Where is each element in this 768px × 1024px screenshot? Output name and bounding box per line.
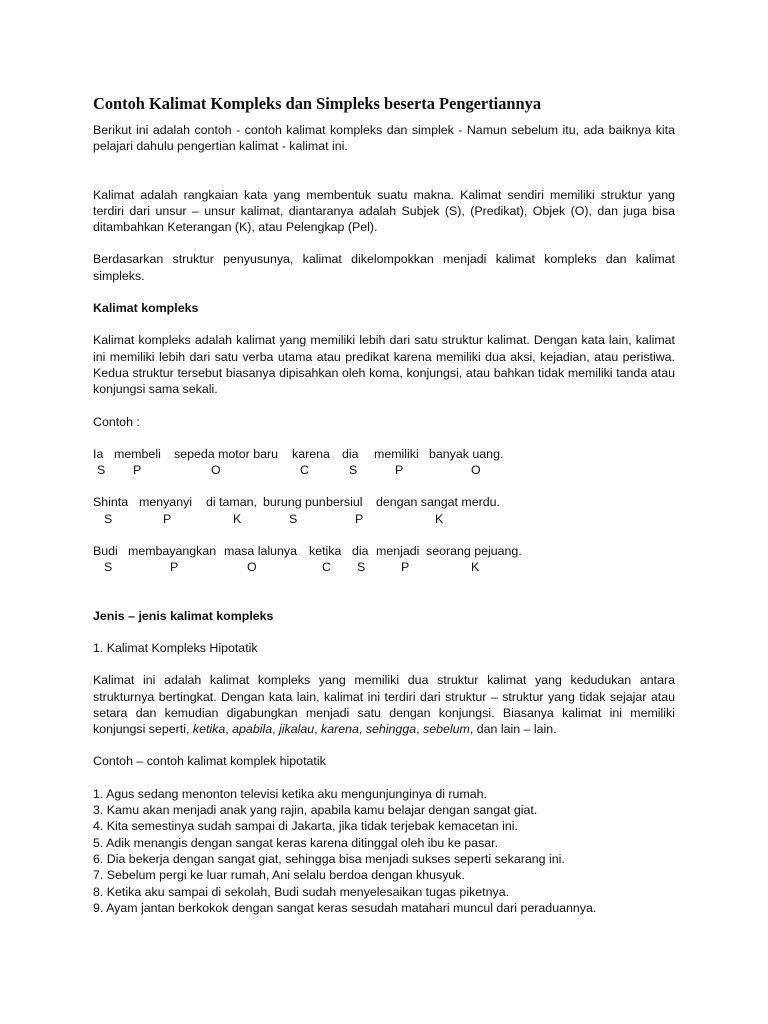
intro-paragraph: Berikut ini adalah contoh - contoh kalimat kompleks dan simplek - Namun sebelum itu, ada baiknya kita pelajari dahulu pengertian kalimat - kalimat ini. [93,123,675,154]
hipotatik-heading: 1. Kalimat Kompleks Hipotatik [93,640,258,655]
example-tag: P [401,560,410,575]
kompleks-definition: Kalimat kompleks adalah kalimat yang memiliki lebih dari satu struktur kalimat. Dengan kata lain, kalimat ini memiliki lebih dari satu verba utama atau predikat karena memiliki dua aksi, kejadian, atau peristiwa. Kedua struktur tersebut biasanya dipisahkan oleh koma, konjungsi, atau bahkan tidak memiliki tanda atau konjungsi sama sekali. [93,333,675,397]
contoh-label: Contoh : [93,414,140,429]
list-item: 3. Kamu akan menjadi anak yang rajin, apabila kamu belajar dengan sangat giat. [93,803,538,818]
example-tag: K [435,511,444,526]
conjunction-term: karena [321,722,359,737]
example-tag: S [289,511,298,526]
example-word: karena [292,446,330,461]
example-tag: C [322,560,331,575]
example-words-row [93,446,675,462]
kompleks-heading: Kalimat kompleks [93,301,199,316]
example-tag: O [247,560,257,575]
hipotatik-def-end: , dan lain – lain. [469,722,557,737]
example-tag: P [163,511,172,526]
example-word: Shinta [93,495,129,510]
example-3 [93,543,675,576]
definition-paragraph: Kalimat adalah rangkaian kata yang membentuk suatu makna. Kalimat sendiri memiliki struktur yang terdiri dari unsur – unsur kalimat, diantaranya adalah Subjek (S), (Predikat), Objek (O), dan juga bisa ditambahkan Keterangan (K), atau Pelengkap (Pel). [93,187,675,235]
conjunction-term: sehingga [365,722,417,737]
example-tag: K [471,560,480,575]
example-word: Budi [93,544,118,559]
example-words-row [93,543,675,559]
example-tag: O [471,463,481,478]
example-tag: S [104,560,113,575]
example-tag: P [395,463,404,478]
document-title: Contoh Kalimat Kompleks dan Simpleks beserta Pengertiannya [93,94,542,113]
example-tag: P [133,463,142,478]
example-word: sepeda motor baru [174,446,279,461]
list-item: 8. Ketika aku sampai di sekolah, Budi sudah menyelesaikan tugas piketnya. [93,884,510,899]
example-tag: S [349,463,358,478]
list-item: 1. Agus sedang menonton televisi ketika aku mengunjunginya di rumah. [93,786,487,801]
example-1 [93,446,675,479]
example-tag: C [300,463,309,478]
example-tag: O [211,463,221,478]
example-word: membayangkan [128,544,217,559]
document-page [93,94,675,916]
list-item: 7. Sebelum pergi ke luar rumah, Ani selalu berdoa dengan khusyuk. [93,868,465,883]
conjunction-term: ketika [192,722,226,737]
example-word: Ia [93,446,104,461]
hipotatik-examples-list [93,786,675,916]
example-word: burung pun [263,495,326,510]
hipotatik-def-start: Kalimat ini adalah kalimat kompleks yang memiliki dua struktur kalimat yang kedudukan antara strukturnya bertingkat. Dengan kata lain, kalimat ini terdiri dari struktur – struktur yang tidak sejajar atau setara dan kemudian digabungkan menjadi satu dengan konjungsi. Biasanya kalimat ini memiliki konjungsi seperti, [93,673,675,737]
list-item: 9. Ayam jantan berkokok dengan sangat keras sesudah matahari muncul dari peraduannya. [93,900,597,915]
hipotatik-examples-label: Contoh – contoh kalimat komplek hipotatik [93,754,326,769]
example-word: menjadi [376,544,420,559]
example-word: memiliki [374,446,419,461]
example-word: seorang pejuang. [426,544,522,559]
example-word: membeli [114,446,161,461]
example-word: ketika [309,544,342,559]
jenis-heading: Jenis – jenis kalimat kompleks [93,608,274,623]
example-tag: S [104,511,113,526]
example-tag: S [357,560,366,575]
example-tags-row [93,462,675,478]
example-tag: P [170,560,179,575]
list-item: 5. Adik menangis dengan sangat keras karena ditinggal oleh ibu ke pasar. [93,835,499,850]
list-item: 6. Dia bekerja dengan sangat giat, sehingga bisa menjadi sukses seperti sekarang ini. [93,851,565,866]
example-word: menyanyi [139,495,193,510]
example-tag: P [355,511,364,526]
example-tag: S [97,463,106,478]
example-words-row [93,494,675,510]
example-word: dengan sangat merdu. [376,495,500,510]
conjunction-term: jikalau [279,722,315,737]
example-word: masa lalunya [224,544,298,559]
example-word: di taman, [206,495,257,510]
example-tag: K [233,511,242,526]
example-word: dia [342,446,359,461]
hipotatik-definition: Kalimat ini adalah kalimat kompleks yang memiliki dua struktur kalimat yang kedudukan antara strukturnya bertingkat. Dengan kata lain, kalimat ini terdiri dari struktur – struktur yang tidak sejajar atau setara dan kemudian digabungkan menjadi satu dengan konjungsi. Biasanya kalimat ini memiliki konjungsi seperti, ketika, apabila, jikalau, karena, sehingga, sebelum, dan lain – lain. [93,673,675,737]
example-word: dia [352,544,369,559]
example-tags-row [93,511,675,527]
list-item: 4. Kita semestinya sudah sampai di Jakarta, jika tidak terjebak kemacetan ini. [93,819,518,834]
grouping-paragraph: Berdasarkan struktur penyusunya, kalimat dikelompokkan menjadi kalimat kompleks dan kalimat simpleks. [93,252,675,283]
conjunction-term: sebelum [423,722,470,737]
example-2 [93,494,675,527]
example-tags-row [93,559,675,575]
conjunction-term: apabila [232,722,273,737]
example-word: banyak uang. [429,446,504,461]
example-word: bersiul [326,495,363,510]
